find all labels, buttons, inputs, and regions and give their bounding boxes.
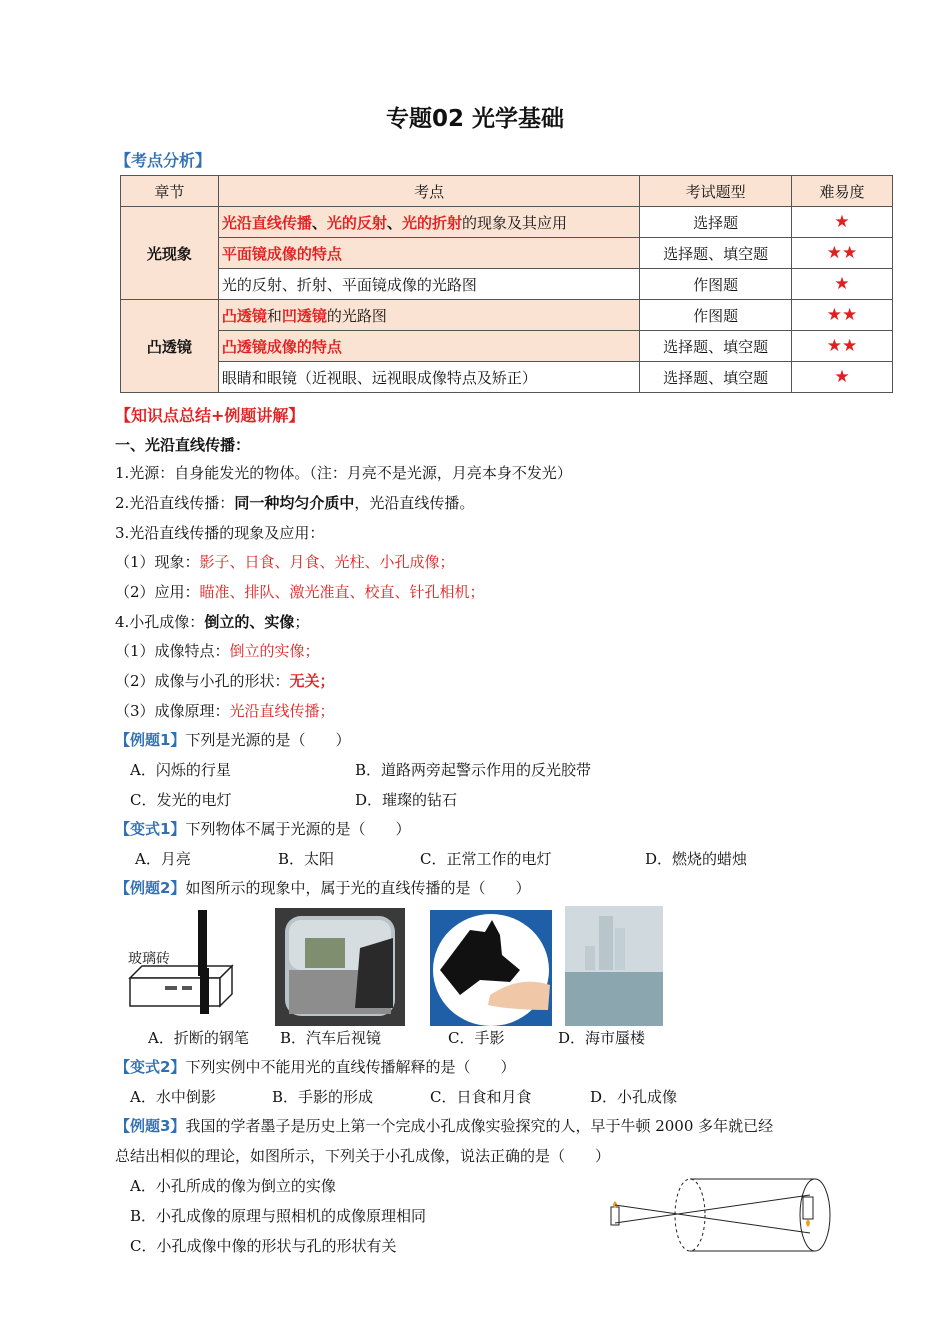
point-sep: 、 (311, 213, 327, 232)
point-cell: 光的反射、折射、平面镜成像的光路图 (218, 269, 639, 300)
point-cell: 眼睛和眼镜（近视眼、远视眼成像特点及矫正） (218, 362, 639, 393)
mirage-drawing (565, 906, 663, 1026)
example-3-text-1: 我国的学者墨子是历史上第一个完成小孔成像实验探究的人，早于牛顿 2000 多年就已经 (185, 1117, 774, 1135)
pinhole-diagram (605, 1175, 835, 1255)
header-difficulty: 难易度 (792, 176, 893, 207)
type-cell: 选择题 (640, 207, 792, 238)
type-cell: 作图题 (640, 269, 792, 300)
option-c: C．正常工作的电灯 (420, 850, 552, 868)
k4-2-value: 无关； (289, 672, 335, 690)
table-header-row (121, 176, 893, 207)
section-knowledge-summary: 【知识点总结+例题讲解】 (115, 406, 305, 425)
difficulty-stars: ★ (792, 269, 893, 300)
difficulty-stars: ★ (792, 362, 893, 393)
k4-1-value: 倒立的实像； (229, 642, 320, 660)
glass-brick-label: 玻璃砖 (128, 951, 170, 967)
variant-2-tag: 【变式2】 (115, 1058, 186, 1076)
option-a: A．闪烁的行星 (130, 761, 231, 779)
page-title: 专题02 光学基础 (385, 106, 564, 132)
example-3-question-cont: 总结出相似的理论，如图所示，下列关于小孔成像，说法正确的是（ ） (115, 1147, 611, 1165)
knowledge-3-2 (115, 581, 485, 602)
difficulty-stars: ★★ (792, 300, 893, 331)
car-mirror-image (275, 908, 405, 1026)
knowledge-4 (115, 611, 309, 632)
k4-key: 倒立的、实像 (204, 613, 295, 631)
point-sep: 、 (386, 213, 402, 232)
difficulty-stars: ★ (792, 207, 893, 238)
point-key: 平面镜成像的特点 (221, 244, 342, 263)
example-2-tag: 【例题2】 (115, 879, 186, 897)
variant-2-text: 下列实例中不能用光的直线传播解释的是（ ） (185, 1058, 516, 1076)
k3-2-label: （2）应用： (115, 583, 200, 601)
option-d: D．海市蜃楼 (558, 1029, 646, 1047)
point-key: 凸透镜 (221, 306, 267, 325)
k3-1-label: （1）现象： (115, 553, 200, 571)
knowledge-4-2 (115, 670, 335, 691)
point-key: 光沿直线传播 (221, 213, 312, 232)
point-cell (218, 238, 639, 269)
variant-1-tag: 【变式1】 (115, 820, 186, 838)
example-2-text: 如图所示的现象中，属于光的直线传播的是（ ） (185, 879, 531, 897)
variant-2-question (115, 1056, 515, 1077)
example-2-question (115, 877, 530, 898)
option-c: C．发光的电灯 (130, 791, 232, 809)
k4-3-label: （3）成像原理： (115, 702, 230, 720)
example-1-tag: 【例题1】 (115, 731, 186, 749)
k2-label: 2.光沿直线传播： (115, 494, 235, 512)
header-type: 考试题型 (640, 176, 792, 207)
point-key: 光的折射 (401, 213, 462, 232)
point-cell (218, 300, 639, 331)
point-text: 的光路图 (326, 306, 387, 325)
table-row (121, 331, 893, 362)
point-key: 光的反射 (326, 213, 387, 232)
option-d: D．小孔成像 (590, 1088, 678, 1106)
broken-pen-image (120, 906, 248, 1024)
option-c: C．小孔成像中像的形状与孔的形状有关 (130, 1237, 397, 1255)
type-cell: 作图题 (640, 300, 792, 331)
table-row (121, 300, 893, 331)
pinhole-drawing (605, 1175, 835, 1255)
type-cell: 选择题、填空题 (640, 238, 792, 269)
knowledge-2 (115, 492, 474, 513)
option-b: B．小孔成像的原理与照相机的成像原理相同 (130, 1207, 427, 1225)
k2-key: 同一种均匀介质中 (234, 494, 355, 512)
mirage-image (565, 906, 663, 1026)
option-b: B．太阳 (278, 850, 335, 868)
point-cell (218, 207, 639, 238)
knowledge-3-1 (115, 551, 455, 572)
exam-points-table (120, 175, 893, 393)
point-key: 凹透镜 (281, 306, 327, 325)
example-3-question (115, 1115, 773, 1136)
option-a: A．折断的钢笔 (148, 1029, 249, 1047)
type-cell: 选择题、填空题 (640, 331, 792, 362)
car-mirror-drawing (275, 908, 405, 1026)
knowledge-4-3 (115, 700, 335, 721)
option-c: C．日食和月食 (430, 1088, 532, 1106)
table-row (121, 238, 893, 269)
example-1-text: 下列是光源的是（ ） (185, 731, 351, 749)
header-point: 考点 (218, 176, 639, 207)
table-row (121, 207, 893, 238)
knowledge-4-1 (115, 640, 320, 661)
example-3-tag: 【例题3】 (115, 1117, 186, 1135)
k4-2-label: （2）成像与小孔的形状： (115, 672, 290, 690)
heading-straight-line: 一、光沿直线传播： (115, 436, 251, 454)
hand-shadow-drawing (430, 910, 552, 1026)
k2-text: ，光沿直线传播。 (354, 494, 475, 512)
section-exam-analysis: 【考点分析】 (115, 151, 212, 170)
point-key: 凸透镜成像的特点 (221, 337, 342, 356)
point-text: 的现象及其应用 (461, 213, 567, 232)
k3-2-value: 瞄准、排队、激光准直、校直、针孔相机； (199, 583, 485, 601)
option-b: B．手影的形成 (272, 1088, 374, 1106)
option-b: B．汽车后视镜 (280, 1029, 382, 1047)
k3-1-value: 影子、日食、月食、光柱、小孔成像； (199, 553, 455, 571)
k4-label: 4.小孔成像： (115, 613, 205, 631)
option-a: A．水中倒影 (130, 1088, 216, 1106)
table-row (121, 362, 893, 393)
knowledge-3: 3.光沿直线传播的现象及应用： (115, 524, 325, 542)
option-d: D．璀璨的钻石 (355, 791, 458, 809)
example-1-question (115, 729, 350, 750)
k4-text: ； (294, 613, 310, 631)
type-cell: 选择题、填空题 (640, 362, 792, 393)
chapter-optics: 光现象 (121, 207, 219, 300)
difficulty-stars: ★★ (792, 331, 893, 362)
option-b: B．道路两旁起警示作用的反光胶带 (355, 761, 592, 779)
variant-1-question (115, 818, 410, 839)
table-row (121, 269, 893, 300)
knowledge-1: 1.光源：自身能发光的物体。（注：月亮不是光源，月亮本身不发光） (115, 464, 572, 482)
hand-shadow-image (430, 910, 552, 1026)
point-cell (218, 331, 639, 362)
header-chapter: 章节 (121, 176, 219, 207)
option-d: D．燃烧的蜡烛 (645, 850, 748, 868)
difficulty-stars: ★★ (792, 238, 893, 269)
variant-1-text: 下列物体不属于光源的是（ ） (185, 820, 411, 838)
k4-3-value: 光沿直线传播； (229, 702, 335, 720)
option-c: C．手影 (448, 1029, 505, 1047)
option-a: A．小孔所成的像为倒立的实像 (130, 1177, 336, 1195)
option-a: A．月亮 (135, 850, 191, 868)
chapter-convex-lens: 凸透镜 (121, 300, 219, 393)
k4-1-label: （1）成像特点： (115, 642, 230, 660)
point-text: 和 (266, 306, 282, 325)
